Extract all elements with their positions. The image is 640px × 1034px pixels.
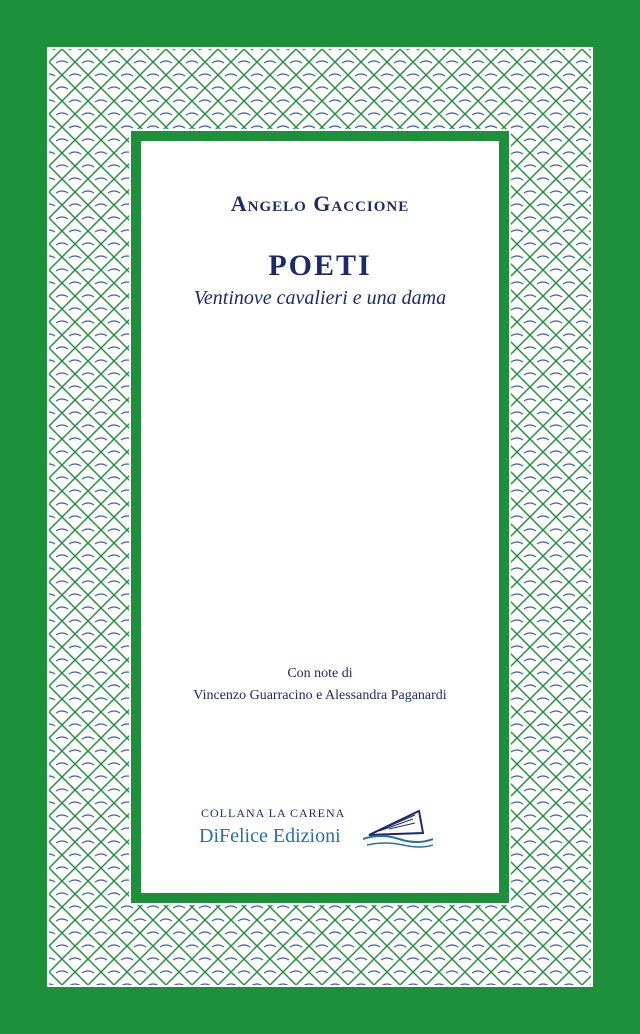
series-name: COLLANA LA CARENA	[201, 806, 346, 820]
notes-intro: Con note di	[287, 666, 353, 681]
diamond-boat-icon	[206, 986, 230, 987]
diamond-boat-icon	[284, 986, 308, 987]
diamond-boat-icon	[440, 986, 464, 987]
diamond-boat-icon	[128, 986, 152, 987]
diamond-boat-icon	[232, 986, 256, 987]
diamond-boat-icon	[492, 986, 516, 987]
book-title: POETI	[268, 249, 372, 282]
publisher-name: DiFelice Edizioni	[199, 825, 341, 847]
diamond-boat-icon	[102, 986, 126, 987]
diamond-boat-icon	[544, 986, 568, 987]
diamond-boat-icon	[310, 986, 334, 987]
author-name: Angelo Gaccione	[230, 191, 410, 216]
diamond-boat-icon	[518, 986, 542, 987]
diamond-boat-icon	[154, 986, 178, 987]
notes-authors: Vincenzo Guarracino e Alessandra Paganardi	[193, 688, 447, 703]
diamond-boat-icon	[414, 986, 438, 987]
book-subtitle: Ventinove cavalieri e una dama	[193, 287, 447, 309]
diamond-boat-icon	[180, 986, 204, 987]
diamond-boat-icon	[570, 986, 593, 987]
diamond-boat-icon	[50, 986, 74, 987]
diamond-boat-icon	[76, 986, 100, 987]
boat-icon	[363, 805, 433, 853]
diamond-boat-icon	[336, 986, 360, 987]
diamond-boat-icon	[388, 986, 412, 987]
diamond-boat-icon	[466, 986, 490, 987]
title-panel	[141, 141, 499, 893]
diamond-boat-icon	[362, 986, 386, 987]
diamond-boat-icon	[258, 986, 282, 987]
